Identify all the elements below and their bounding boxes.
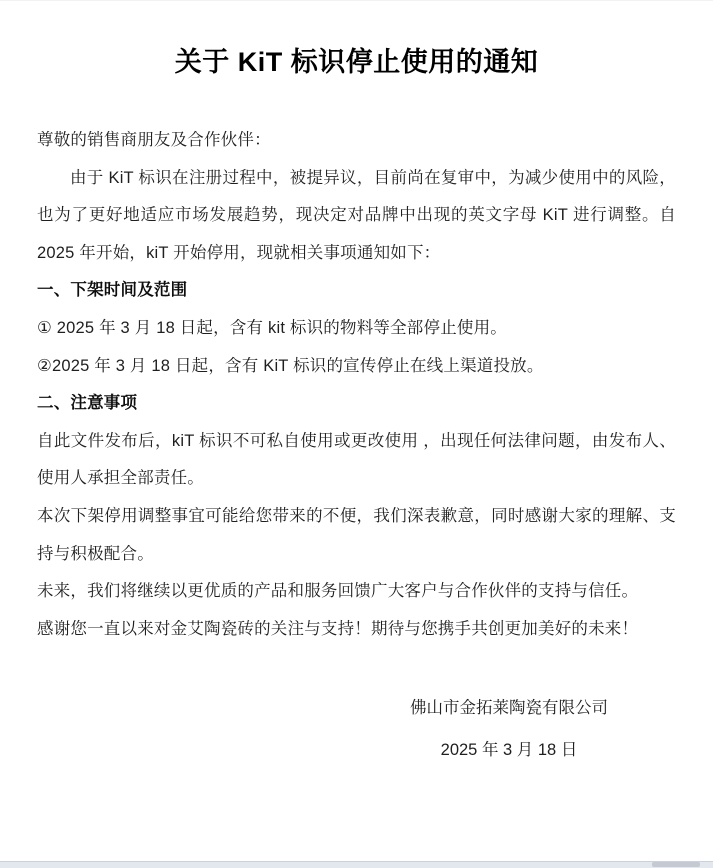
signature-date: 2025 年 3 月 18 日 xyxy=(440,741,578,760)
salutation-line: 尊敬的销售商朋友及合作伙伴： xyxy=(37,131,271,149)
section-1-item-1: ① 2025 年 3 月 18 日起，含有 kit 标识的物料等全部停止使用。 xyxy=(37,318,508,337)
section-1-heading: 一、下架时间及范围 xyxy=(37,281,188,300)
section-1-item-2: ②2025 年 3 月 18 日起，含有 KiT 标识的宣传停止在线上渠道投放。 xyxy=(37,356,544,375)
intro-paragraph: 由于 KiT 标识在注册过程中，被提异议，目前尚在复审中，为减少使用中的风险，也为了更好地适应市场发展趋势，现决定对品牌中出现的英文字母 KiT 进行调整。自 2025 年开始，kiT 开始停用，现就相关事项通知如下： xyxy=(37,168,676,262)
section-2-paragraph-2: 本次下架停用调整事宜可能给您带来的不便，我们深表歉意，同时感谢大家的理解、支持与积极配合。 xyxy=(37,506,676,563)
horizontal-scrollbar[interactable] xyxy=(0,861,713,868)
scrollbar-thumb[interactable] xyxy=(652,862,700,867)
signature-company: 佛山市金拓莱陶瓷有限公司 xyxy=(410,699,608,718)
section-2-paragraph-1: 自此文件发布后，kiT 标识不可私自使用或更改使用 ，出现任何法律问题，由发布人、使用人承担全部责任。 xyxy=(37,431,676,488)
section-2-paragraph-4: 感谢您一直以来对金艾陶瓷砖的关注与支持！期待与您携手共创更加美好的未来！ xyxy=(37,619,639,638)
notice-document xyxy=(0,1,713,771)
document-title: 关于 KiT 标识停止使用的通知 xyxy=(174,47,539,77)
section-2-paragraph-3: 未来，我们将继续以更优质的产品和服务回馈广大客户与合作伙伴的支持与信任。 xyxy=(37,582,639,601)
signature-block xyxy=(391,687,627,771)
section-2-heading: 二、注意事项 xyxy=(37,394,138,413)
